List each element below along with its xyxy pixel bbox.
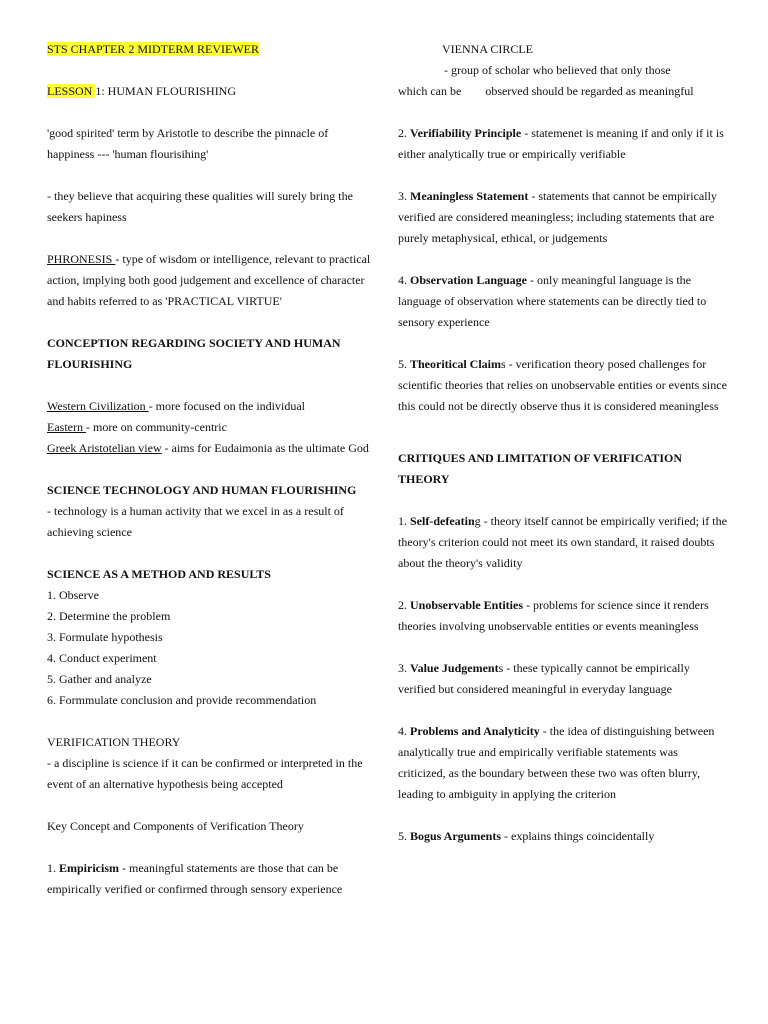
vienna-heading: VIENNA CIRCLE (442, 42, 533, 56)
document-title (47, 39, 372, 60)
believe-paragraph: - they believe that acquiring these qualities will surely bring the seekers hapiness (47, 189, 353, 224)
theoretical-paragraph: 5. Theoritical Claims - verification theory posed challenges for scientific theories that relies on unobservable entities or events since this could not be directly observe thus it is considered meaningless (398, 357, 727, 413)
vienna-line-2: which can be observed should be regarded as meaningful (398, 84, 694, 98)
list-item: 4. Conduct experiment (47, 651, 157, 665)
left-column (47, 39, 372, 900)
observation-paragraph: 4. Observation Language - only meaningful language is the language of observation where statements can be directly tied to sensory experience (398, 273, 707, 329)
list-item: 2. Determine the problem (47, 609, 171, 623)
bogus-arguments-paragraph: 5. Bogus Arguments - explains things coincidentally (398, 829, 655, 843)
right-column (398, 39, 728, 847)
meaningless-paragraph: 3. Meaningless Statement - statements that cannot be empirically verified are considered meaningless; including statements that are purely metaphysical, ethical, or judgements (398, 189, 717, 245)
vienna-line-1: - group of scholar who believed that only those (444, 63, 671, 77)
greek-line: Greek Aristotelian view - aims for Eudaimonia as the ultimate God (47, 441, 369, 455)
conception-heading: CONCEPTION REGARDING SOCIETY AND HUMAN FLOURISHING (47, 336, 341, 371)
self-defeating-paragraph: 1. Self-defeating - theory itself cannot be empirically verified; if the theory's criterion could not meet its own standard, it raised doubts about the theory's validity (398, 514, 727, 570)
good-spirited-paragraph: 'good spirited' term by Aristotle to describe the pinnacle of happiness --- 'human flourisihing' (47, 126, 329, 161)
analyticity-paragraph: 4. Problems and Analyticity - the idea of distinguishing between analytically true and empirically verifiable statements was criticized, as the boundary between these two was often blurry, leading to ambiguity in applying the criterion (398, 724, 715, 801)
phronesis-term: PHRONESIS (47, 252, 116, 266)
method-heading: SCIENCE AS A METHOD AND RESULTS (47, 567, 271, 581)
eastern-line: Eastern - more on community-centric (47, 420, 227, 434)
western-line: Western Civilization - more focused on the individual (47, 399, 305, 413)
empiricism-paragraph: 1. Empiricism - meaningful statements are those that can be empirically verified or confirmed through sensory experience (47, 861, 343, 896)
value-judgements-paragraph: 3. Value Judgements - these typically cannot be empirically verified but considered meaningful in everyday language (398, 661, 690, 696)
highlighted-title: STS CHAPTER 2 MIDTERM REVIEWER (47, 42, 260, 56)
phronesis-paragraph: PHRONESIS - type of wisdom or intelligence, relevant to practical action, implying both good judgement and excellence of character and habits referred to as 'PRACTICAL VIRTUE' (47, 252, 371, 308)
list-item: 3. Formulate hypothesis (47, 630, 163, 644)
science-tech-paragraph: - technology is a human activity that we excel in as a result of achieving science (47, 504, 344, 539)
lesson-highlight: LESSON (47, 84, 96, 98)
science-tech-heading: SCIENCE TECHNOLOGY AND HUMAN FLOURISHING (47, 483, 357, 497)
list-item: 1. Observe (47, 588, 99, 602)
list-item: 6. Formmulate conclusion and provide recommendation (47, 693, 317, 707)
verifiability-paragraph: 2. Verifiability Principle - statemenet is meaning if and only if it is either analytically true or empirically verifiable (398, 126, 724, 161)
verification-paragraph: - a discipline is science if it can be confirmed or interpreted in the event of an alternative hypothesis being accepted (47, 756, 363, 791)
key-concept-line: Key Concept and Components of Verification Theory (47, 819, 304, 833)
unobservable-paragraph: 2. Unobservable Entities - problems for science since it renders theories involving unobservable entities or events meaningless (398, 598, 709, 633)
list-item: 5. Gather and analyze (47, 672, 152, 686)
verification-heading: VERIFICATION THEORY (47, 735, 181, 749)
critiques-heading: CRITIQUES AND LIMITATION OF VERIFICATION THEORY (398, 451, 683, 486)
lesson-heading: LESSON 1: HUMAN FLOURISHING (47, 84, 237, 98)
